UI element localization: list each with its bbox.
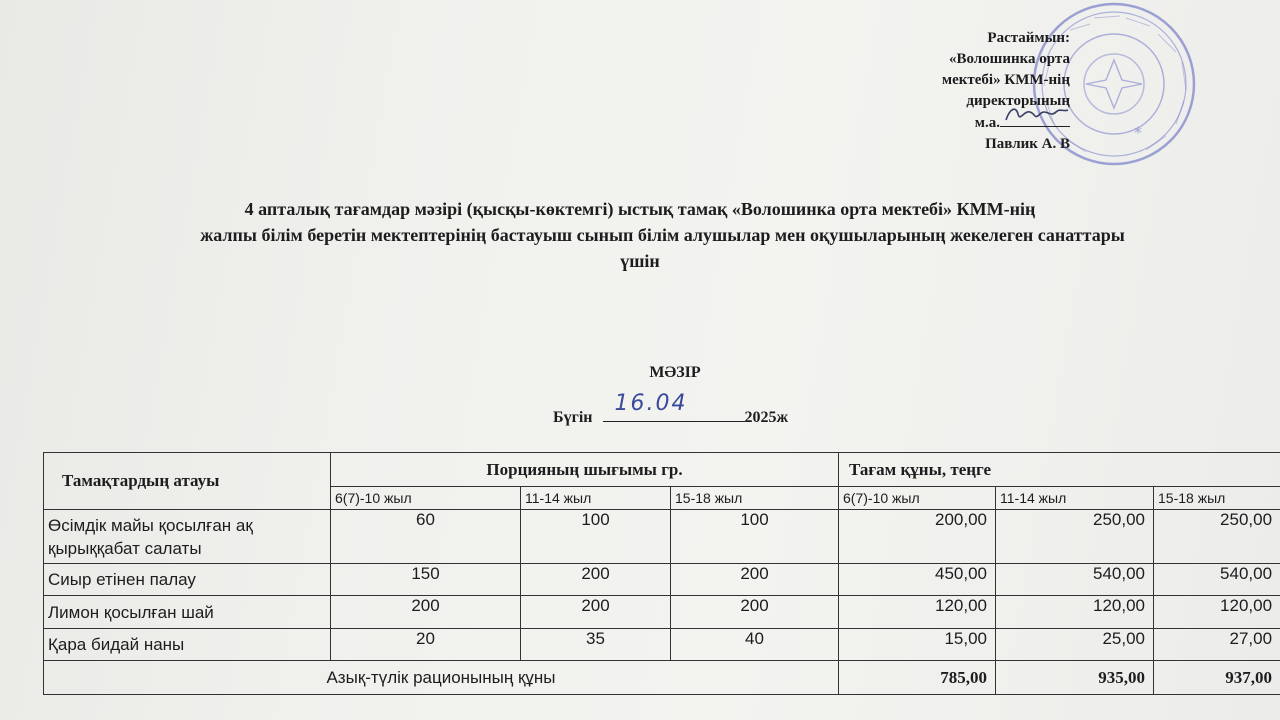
approval-line: директорының bbox=[966, 93, 1070, 109]
cost-cell: 15,00 bbox=[839, 629, 996, 661]
header-cost: Тағам құны, теңге bbox=[839, 453, 1280, 487]
portion-cell: 20 bbox=[331, 629, 521, 661]
portion-cell: 60 bbox=[331, 510, 521, 564]
portion-cell: 200 bbox=[521, 596, 671, 629]
age-group-header: 6(7)-10 жыл bbox=[331, 487, 521, 510]
approval-line: мектебі» КММ-нің bbox=[941, 72, 1070, 88]
cost-cell: 250,00 bbox=[996, 510, 1154, 564]
cost-cell: 120,00 bbox=[839, 596, 996, 629]
age-group-header: 11-14 жыл bbox=[521, 487, 671, 510]
portion-cell: 150 bbox=[331, 564, 521, 596]
portion-cell: 200 bbox=[331, 596, 521, 629]
table-row bbox=[44, 510, 1280, 564]
approval-line: «Волошинка орта bbox=[948, 51, 1070, 67]
header-portion: Порцияның шығымы гр. bbox=[331, 453, 839, 487]
menu-table bbox=[43, 452, 1280, 695]
age-group-header: 15-18 жыл bbox=[1154, 487, 1280, 510]
document-title bbox=[0, 196, 1280, 274]
cost-cell: 540,00 bbox=[996, 564, 1154, 596]
handwritten-date: 16.04 bbox=[614, 391, 688, 416]
age-group-header: 15-18 жыл bbox=[671, 487, 839, 510]
today-label: Бүгін bbox=[553, 409, 593, 426]
approval-prefix: м.а. bbox=[974, 115, 1000, 131]
title-line-2: жалпы білім беретін мектептерінің бастауыш сынып білім алушылар мен оқушыларының жекелеген санаттары bbox=[200, 225, 1125, 245]
table-row bbox=[44, 564, 1280, 596]
cost-cell: 450,00 bbox=[839, 564, 996, 596]
table-row bbox=[44, 629, 1280, 661]
approval-name: Павлик А. В bbox=[985, 136, 1070, 152]
portion-cell: 200 bbox=[671, 596, 839, 629]
title-line-3: үшін bbox=[620, 251, 660, 271]
approval-line: Растаймын: bbox=[987, 30, 1070, 46]
portion-cell: 35 bbox=[521, 629, 671, 661]
approval-block bbox=[880, 28, 1070, 155]
portion-cell: 100 bbox=[521, 510, 671, 564]
cost-cell: 25,00 bbox=[996, 629, 1154, 661]
cost-cell: 250,00 bbox=[1154, 510, 1280, 564]
today-date-line bbox=[553, 391, 789, 427]
title-line-1: 4 апталық тағамдар мәзірі (қысқы-көктемгі) ыстық тамақ «Волошинка орта мектебі» КММ-нің bbox=[244, 199, 1036, 219]
cost-cell: 27,00 bbox=[1154, 629, 1280, 661]
date-blank bbox=[603, 391, 745, 422]
age-group-header: 11-14 жыл bbox=[996, 487, 1154, 510]
signature-icon bbox=[1000, 112, 1070, 127]
portion-cell: 100 bbox=[671, 510, 839, 564]
dish-name: Лимон қосылған шай bbox=[44, 596, 331, 629]
cost-cell: 120,00 bbox=[996, 596, 1154, 629]
menu-heading: МӘЗІР bbox=[649, 364, 701, 381]
header-dish-name: Тамақтардың атауы bbox=[44, 453, 331, 510]
portion-cell: 40 bbox=[671, 629, 839, 661]
portion-cell: 200 bbox=[521, 564, 671, 596]
cost-cell: 540,00 bbox=[1154, 564, 1280, 596]
age-group-header: 6(7)-10 жыл bbox=[839, 487, 996, 510]
dish-name: Қара бидай наны bbox=[44, 629, 331, 661]
year-label: 2025ж bbox=[744, 409, 789, 426]
approval-signature-line bbox=[880, 112, 1070, 134]
cost-cell: 200,00 bbox=[839, 510, 996, 564]
total-label: Азық-түлік рационының құны bbox=[44, 661, 839, 695]
dish-name: Өсімдік майы қосылған ақ қырыққабат салаты bbox=[44, 510, 331, 564]
dish-name: Сиыр етінен палау bbox=[44, 564, 331, 596]
portion-cell: 200 bbox=[671, 564, 839, 596]
total-cost: 935,00 bbox=[996, 661, 1154, 695]
total-cost: 937,00 bbox=[1154, 661, 1280, 695]
table-row bbox=[44, 596, 1280, 629]
svg-text:*: * bbox=[1134, 123, 1142, 142]
total-row bbox=[44, 661, 1280, 695]
total-cost: 785,00 bbox=[839, 661, 996, 695]
cost-cell: 120,00 bbox=[1154, 596, 1280, 629]
